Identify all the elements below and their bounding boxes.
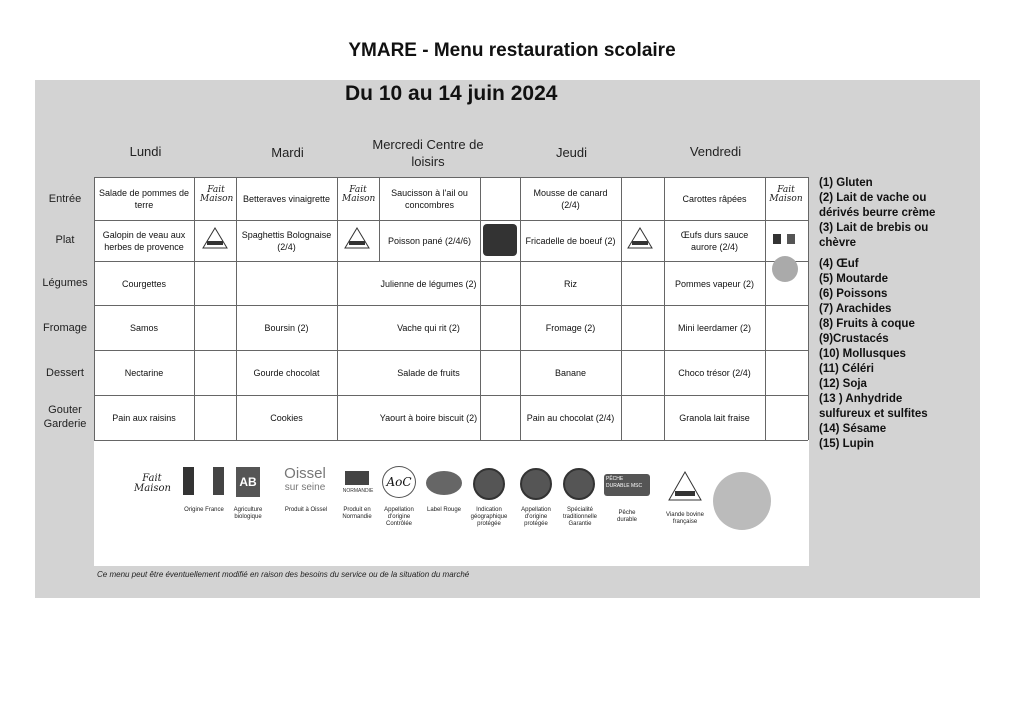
cell-entree-lundi: Salade de pommes de terre <box>98 188 190 210</box>
day-header-mardi: Mardi <box>271 145 304 160</box>
oissel-logo-sub: sur seine <box>284 482 326 493</box>
origine-france-icon <box>213 467 224 495</box>
normandie-icon <box>344 470 370 486</box>
stg-icon <box>563 468 595 500</box>
fait-maison-text: Fait <box>349 185 367 195</box>
date-range: Du 10 au 14 juin 2024 <box>345 82 558 105</box>
row-label-fromage: Fromage <box>42 322 88 334</box>
fait-maison-text: Maison <box>769 194 803 204</box>
agriculture-bio-icon: AB <box>236 467 260 497</box>
fait-maison-icon <box>200 186 232 204</box>
cell-dessert-lundi: Nectarine <box>124 368 164 378</box>
cell-gouter-jeudi: Pain au chocolat (2/4) <box>526 413 615 423</box>
cell-legumes-mercredi: Julienne de légumes (2) <box>380 278 477 289</box>
cell-legumes-jeudi: Riz <box>564 278 577 289</box>
cell-dessert-mardi: Gourde chocolat <box>253 368 320 378</box>
cell-legumes-lundi: Courgettes <box>121 278 167 289</box>
row-label-gouter: Gouter Garderie <box>43 404 87 430</box>
cell-dessert-vendredi: Choco trésor (2/4) <box>678 368 751 378</box>
normandie-label: NORMANDIE <box>342 488 374 494</box>
fait-maison-text: Fait <box>207 185 225 195</box>
allergen-list <box>819 176 979 452</box>
allergen-item: chèvre <box>819 237 857 249</box>
legend-igp: Indication géographique protégée <box>470 507 508 527</box>
allergen-item: (11) Céléri <box>819 363 874 375</box>
day-header-jeudi: Jeudi <box>555 145 588 160</box>
grid-line <box>94 440 808 441</box>
aop-icon <box>520 468 552 500</box>
legend-peche: Pêche durable <box>616 510 637 523</box>
cell-legumes-mardi <box>236 262 337 305</box>
viande-bovine-francaise-icon <box>626 226 654 252</box>
viande-bovine-francaise-icon <box>201 226 229 252</box>
cell-dessert-mercredi: Salade de fruits <box>397 368 460 378</box>
cell-fromage-mercredi: Vache qui rit (2) <box>397 323 460 333</box>
cell-entree-jeudi: Mousse de canard (2/4) <box>533 188 608 210</box>
allergen-item: (10) Mollusques <box>819 348 906 360</box>
cell-gouter-lundi: Pain aux raisins <box>112 413 176 423</box>
allergen-item: (5) Moutarde <box>819 273 888 285</box>
legend-viande: Viande bovine française <box>666 512 704 525</box>
peche-durable-icon <box>483 224 517 256</box>
cell-fromage-vendredi: Mini leerdamer (2) <box>677 323 752 333</box>
label-rouge-icon <box>426 471 462 495</box>
cell-plat-vendredi: Œufs durs sauce aurore (2/4) <box>680 230 749 252</box>
viande-bovine-francaise-icon <box>667 470 703 504</box>
aoc-icon: AoC <box>382 466 416 498</box>
cell-plat-mardi: Spaghettis Bolognaise (2/4) <box>241 230 332 252</box>
row-label-legumes: Légumes <box>42 277 88 289</box>
row-label-dessert: Dessert <box>46 367 84 379</box>
peche-durable-icon: PÊCHE DURABLE MSC <box>604 474 650 496</box>
allergen-item: (3) Lait de brebis ou <box>819 222 929 234</box>
legend-origine-france: Origine France <box>184 507 224 513</box>
origine-france-icon <box>183 467 194 495</box>
allergen-item: (12) Soja <box>819 378 867 390</box>
origine-france-icon <box>787 234 795 244</box>
allergen-item: (14) Sésame <box>819 423 887 435</box>
allergen-item: (2) Lait de vache ou <box>819 192 927 204</box>
fait-maison-text: Fait <box>777 185 795 195</box>
day-header-vendredi: Vendredi <box>689 144 742 159</box>
cell-plat-lundi: Galopin de veau aux herbes de provence <box>102 230 186 252</box>
cell-entree-mardi: Betteraves vinaigrette <box>242 194 331 204</box>
allergen-item: sulfureux et sulfites <box>819 408 928 420</box>
grid-line <box>808 177 809 440</box>
oissel-logo: Oissel <box>284 465 326 482</box>
day-header-mercredi: Mercredi Centre de loisirs <box>372 137 484 169</box>
fait-maison-icon <box>769 186 803 204</box>
fait-maison-text: Maison <box>342 194 376 204</box>
legend-label-rouge: Label Rouge <box>426 507 462 513</box>
fait-maison-icon <box>134 474 170 494</box>
cell-plat-mercredi: Poisson pané (2/4/6) <box>387 236 472 246</box>
legend-stg: Spécialité traditionnelle Garantie <box>562 507 598 527</box>
legend-oissel: Produit à Oissel <box>284 507 328 513</box>
row-label-plat: Plat <box>55 234 75 246</box>
grid-line <box>621 177 622 440</box>
cell-legumes-vendredi: Pommes vapeur (2) <box>674 278 755 289</box>
cell-dessert-jeudi: Banane <box>554 368 587 378</box>
day-header-lundi: Lundi <box>129 144 162 159</box>
cell-fromage-mardi: Boursin (2) <box>264 323 309 333</box>
igp-icon <box>473 468 505 500</box>
cell-fromage-lundi: Samos <box>129 323 158 333</box>
legend-agriculture-bio: Agriculture biologique <box>233 507 263 520</box>
allergen-item: (8) Fruits à coque <box>819 318 915 330</box>
cell-gouter-mercredi: Yaourt à boire biscuit (2) <box>379 413 478 423</box>
cell-fromage-jeudi: Fromage (2) <box>545 323 596 333</box>
cell-gouter-vendredi: Granola lait fraise <box>679 413 750 423</box>
grid-line <box>765 177 766 440</box>
fait-maison-icon <box>342 186 374 204</box>
origine-france-icon <box>773 234 781 244</box>
allergen-item: (7) Arachides <box>819 303 892 315</box>
row-label-entree: Entrée <box>48 193 82 205</box>
allergen-item: (1) Gluten <box>819 177 873 189</box>
allergen-item: (15) Lupin <box>819 438 874 450</box>
legend-normandie: Produit en Normandie <box>342 507 372 520</box>
allergen-item: dérivés beurre crème <box>819 207 936 219</box>
legend-aop: Appellation d'origine protégée <box>521 507 551 527</box>
document-title: YMARE - Menu restauration scolaire <box>348 40 676 61</box>
allergen-item: (13 ) Anhydride <box>819 393 903 405</box>
viande-bovine-francaise-icon <box>343 226 371 252</box>
allergen-item: (6) Poissons <box>819 288 888 300</box>
fait-maison-text: Maison <box>200 194 234 204</box>
vegetarien-icon <box>772 256 798 282</box>
cell-entree-vendredi: Carottes râpées <box>682 194 747 204</box>
fait-maison-text: Maison <box>134 483 171 494</box>
legend-aoc: Appellation d'origine Contrôlée <box>384 507 414 527</box>
vegetarien-icon <box>713 472 771 530</box>
cell-gouter-mardi: Cookies <box>270 413 303 423</box>
allergen-item: (9)Crustacés <box>819 333 889 345</box>
disclaimer-note: Ce menu peut être éventuellement modifié en raison des besoins du service ou de la situation du marché <box>97 570 470 579</box>
cell-plat-jeudi: Fricadelle de boeuf (2) <box>525 236 616 246</box>
allergen-item: (4) Œuf <box>819 258 859 270</box>
cell-entree-mercredi: Saucisson à l'ail ou concombres <box>391 188 468 210</box>
fait-maison-text: Fait <box>142 473 162 484</box>
grid-line <box>194 177 195 440</box>
